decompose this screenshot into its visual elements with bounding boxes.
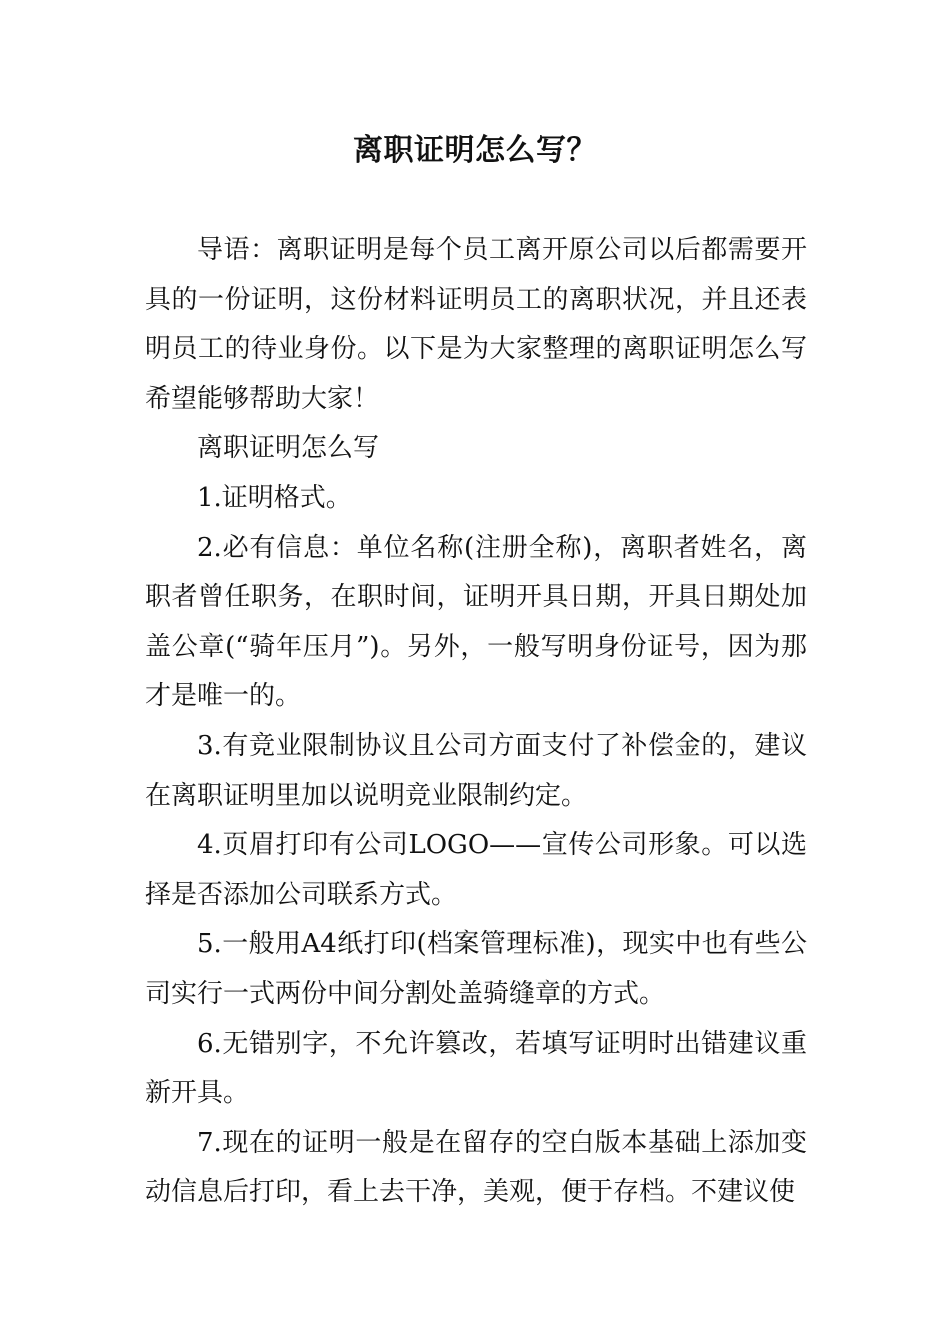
paragraph-item-1: 1.证明格式。 <box>197 482 352 513</box>
paragraph-item-2: 2.必有信息：单位名称(注册全称)，离职者姓名，离职者曾任职务，在职时间，证明开具日期，开具日期处加盖公章(“骑年压月”)。另外，一般写明身份证号，因为那才是唯一的。 <box>145 532 807 712</box>
paragraph-section-heading: 离职证明怎么写 <box>197 433 380 464</box>
paragraph-item-4: 4.页眉打印有公司LOGO——宣传公司形象。可以选择是否添加公司联系方式。 <box>145 830 807 910</box>
paragraph-item-5: 5.一般用A4纸打印(档案管理标准)，现实中也有些公司实行一式两份中间分割处盖骑缝章的方式。 <box>145 929 807 1009</box>
paragraph-intro: 导语：离职证明是每个员工离开原公司以后都需要开具的一份证明，这份材料证明员工的离职状况，并且还表明员工的待业身份。以下是为大家整理的离职证明怎么写希望能够帮助大家！ <box>145 235 807 414</box>
document-title: 离职证明怎么写？ <box>353 133 597 168</box>
paragraph-item-3: 3.有竞业限制协议且公司方面支付了补偿金的，建议在离职证明里加以说明竞业限制约定。 <box>145 730 807 811</box>
paragraph-item-6: 6.无错别字，不允许篡改，若填写证明时出错建议重新开具。 <box>145 1028 807 1109</box>
paragraph-item-7: 7.现在的证明一般是在留存的空白版本基础上添加变动信息后打印，看上去干净，美观，便于存档。不建议使 <box>145 1127 807 1208</box>
document-body <box>145 226 807 1218</box>
